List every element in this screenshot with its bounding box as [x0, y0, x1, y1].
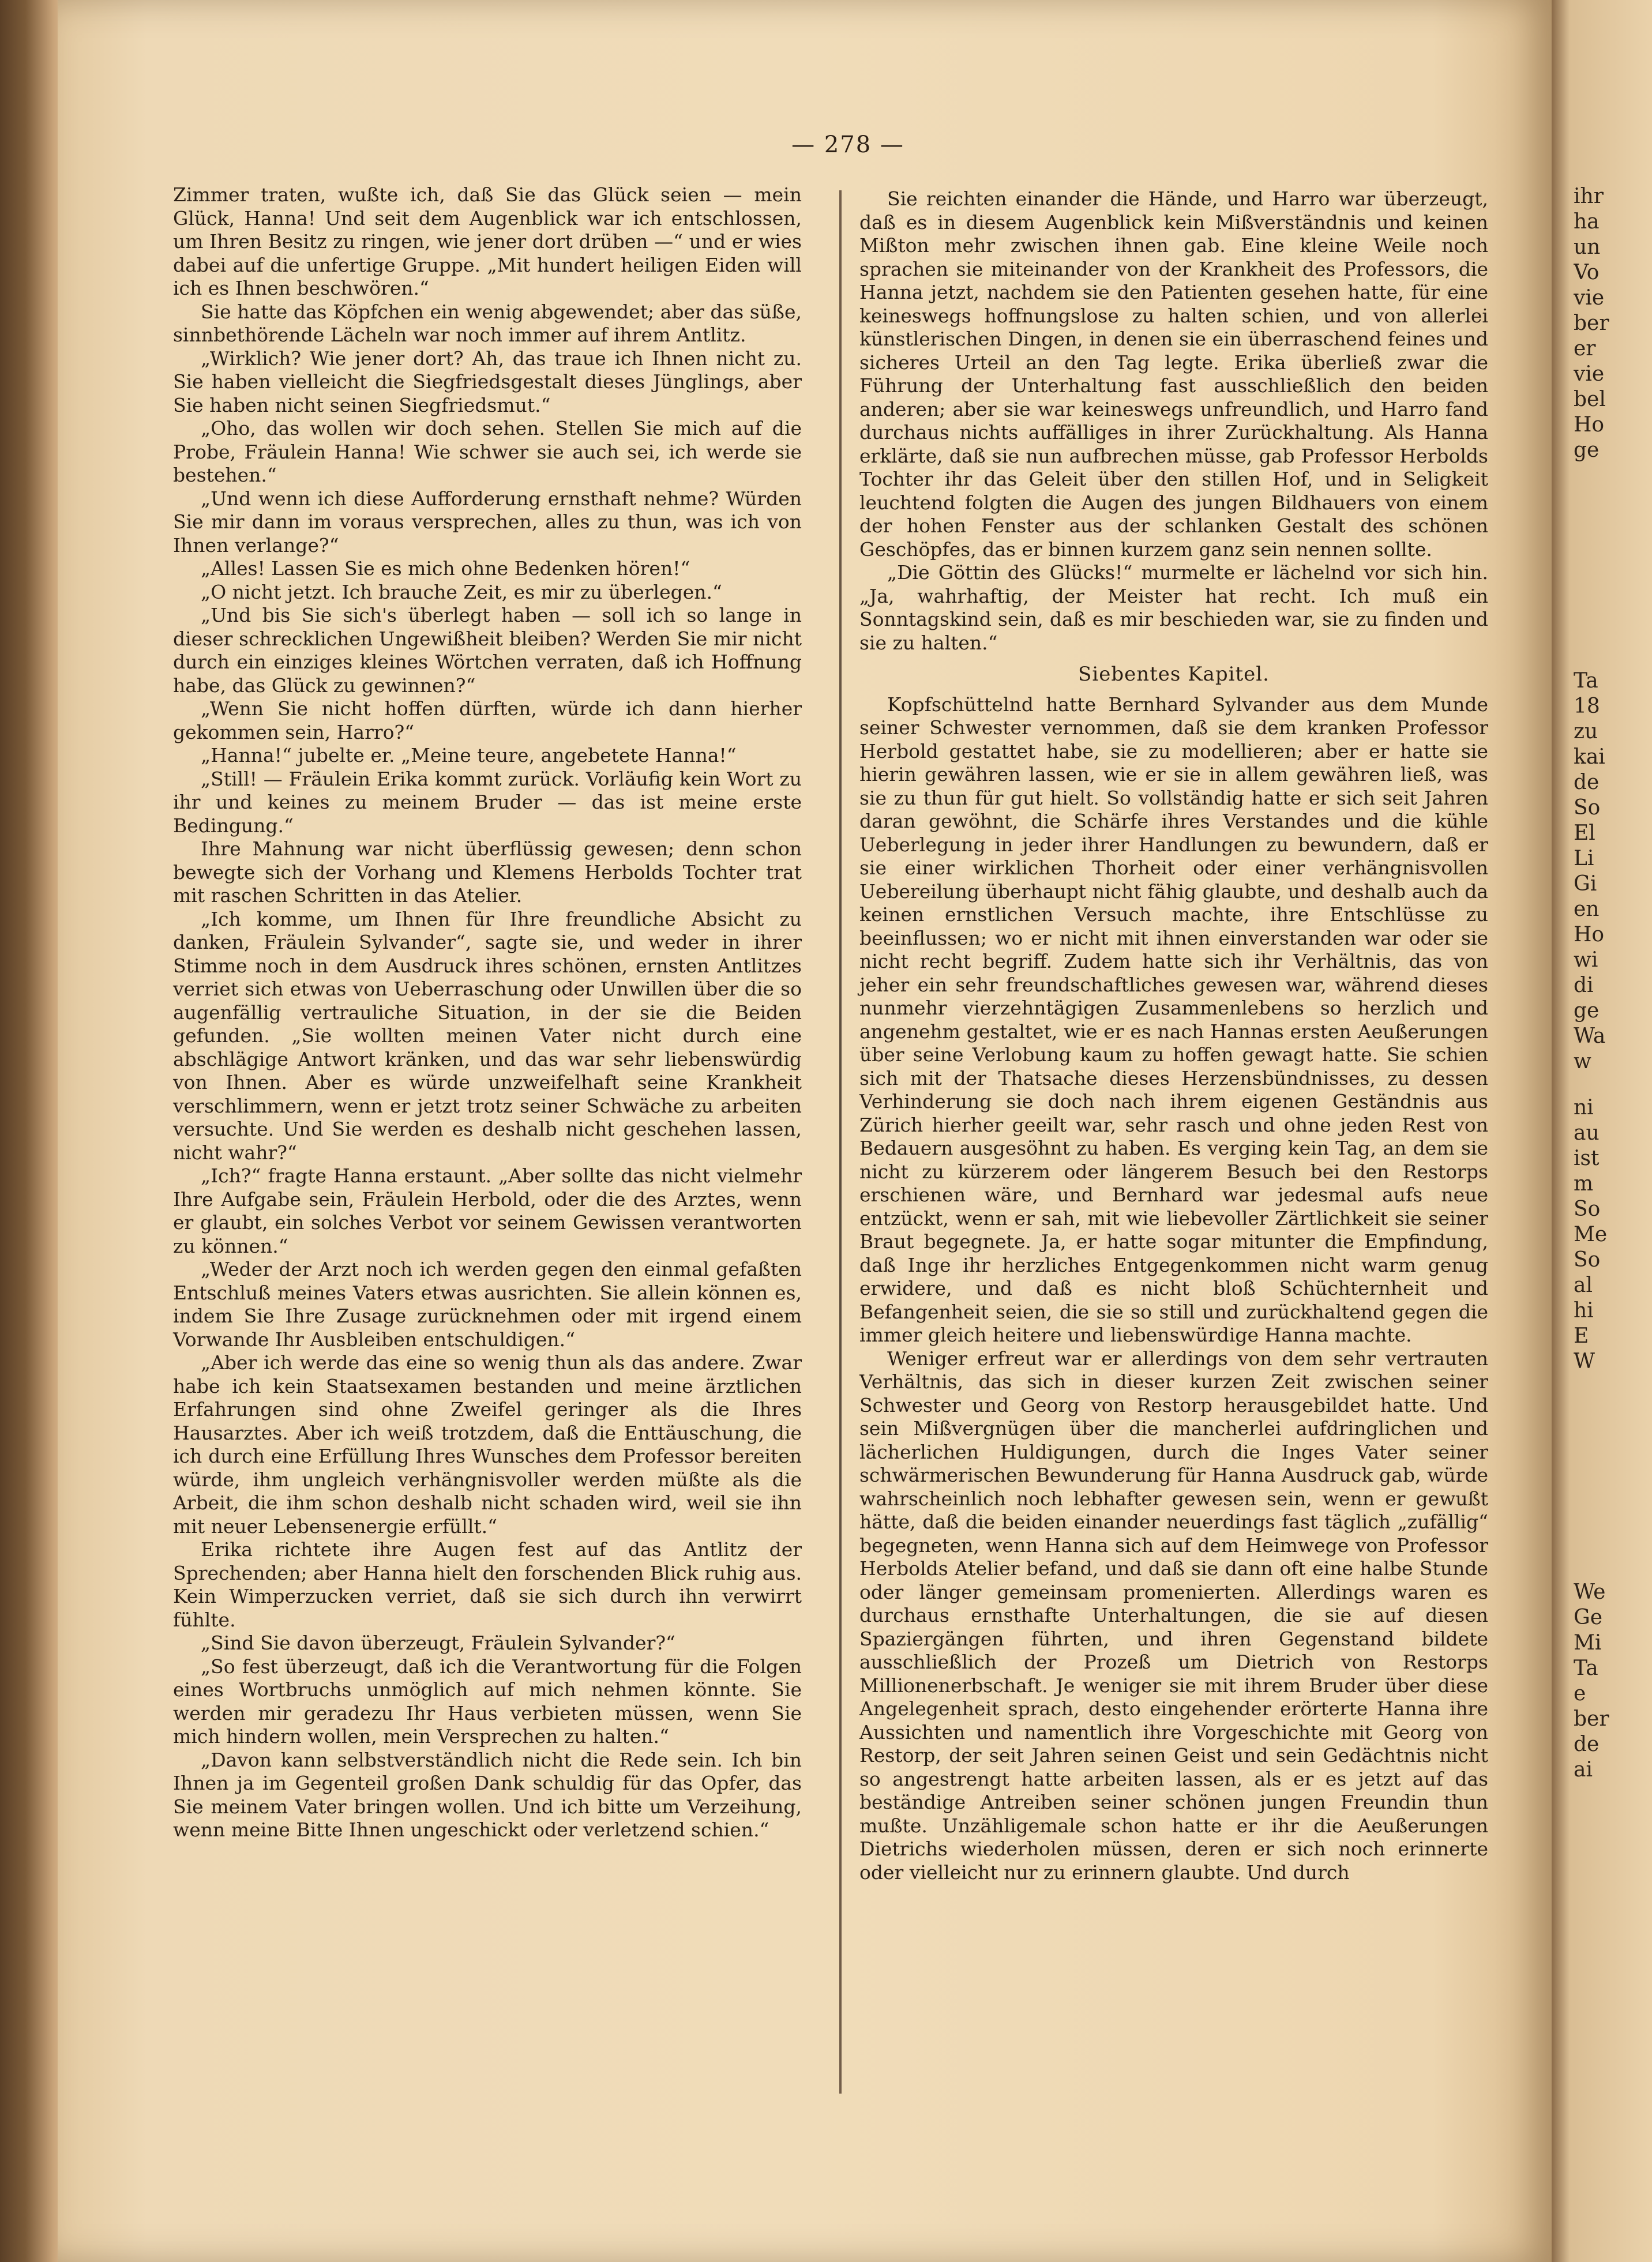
- paragraph: „O nicht jetzt. Ich brauche Zeit, es mir zu überlegen.“: [201, 580, 722, 603]
- paragraph: „Still! — Fräulein Erika kommt zurück. Vorläufig kein Wort zu ihr und keines zu meinem Bruder — das ist meine erste Bedingung.“: [173, 767, 802, 837]
- paragraph: „Ich?“ fragte Hanna erstaunt. „Aber sollte das nicht vielmehr Ihre Aufgabe sein, Fräulein Herbold, oder die des Arztes, wenn er glaubt, ein solches Verbot vor seinem Gewissen verantworten zu können.“: [173, 1164, 802, 1257]
- facing-page-fragment: ni: [1574, 1096, 1594, 1119]
- facing-page-fragment: ist: [1574, 1147, 1600, 1170]
- facing-page-fragment: Ge: [1574, 1606, 1603, 1629]
- paragraph: „Hanna!“ jubelte er. „Meine teure, angebetete Hanna!“: [201, 744, 737, 766]
- paragraph: Zimmer traten, wußte ich, daß Sie das Glück seien — mein Glück, Hanna! Und seit dem Augenblick war ich entschlossen, um Ihren Besitz zu ringen, wie jener dort drüben —“ und er wies dabei auf die unfertige Gruppe. „Mit hundert heiligen Eiden will ich es Ihnen beschwören.“: [173, 183, 802, 299]
- paragraph: Sie hatte das Köpfchen ein wenig abgewendet; aber das süße, sinnbethörende Lächeln war noch immer auf ihrem Antlitz.: [173, 300, 802, 346]
- facing-page-fragment: Ta: [1574, 1656, 1598, 1680]
- facing-page-fragment: zu: [1574, 720, 1598, 743]
- facing-page-fragment: un: [1574, 235, 1601, 259]
- facing-page-fragment: ge: [1574, 438, 1600, 462]
- column-divider: [839, 190, 842, 2094]
- book-spine: [0, 0, 63, 2262]
- facing-page-fragment: Vo: [1574, 261, 1600, 284]
- facing-page-fragment: vie: [1574, 286, 1605, 310]
- facing-page-fragment: er: [1574, 337, 1596, 360]
- facing-page-fragment: de: [1574, 1733, 1600, 1756]
- facing-page-fragment: ber: [1574, 1707, 1609, 1731]
- facing-page-fragment: E: [1574, 1324, 1589, 1348]
- facing-page-fragment: So: [1574, 1248, 1601, 1272]
- facing-page-fragment: au: [1574, 1121, 1600, 1145]
- paragraph: „Sind Sie davon überzeugt, Fräulein Sylvander?“: [201, 1632, 675, 1654]
- facing-page-fragment: kai: [1574, 745, 1605, 769]
- facing-page-fragment: ge: [1574, 999, 1600, 1023]
- facing-page-fragment: ber: [1574, 311, 1609, 335]
- facing-page-fragment: Ho: [1574, 923, 1605, 946]
- right-column-section-1: [859, 187, 1488, 655]
- facing-page-fragment: ha: [1574, 210, 1600, 234]
- facing-page-edge: [1552, 0, 1652, 2262]
- paragraph: „Oho, das wollen wir doch sehen. Stellen Sie mich auf die Probe, Fräulein Hanna! Wie schwer sie auch sei, ich werde sie bestehen.“: [173, 417, 802, 486]
- facing-page-fragment: ai: [1574, 1758, 1593, 1782]
- paragraph: „Alles! Lassen Sie es mich ohne Bedenken hören!“: [201, 557, 690, 580]
- facing-page-fragment: bel: [1574, 388, 1606, 411]
- paragraph: „Und bis Sie sich's überlegt haben — soll ich so lange in dieser schrecklichen Ungewißheit bleiben? Werden Sie mir nicht durch ein einziges kleines Wörtchen verraten, daß ich Hoffnung habe, das Glück zu gewinnen?“: [173, 604, 802, 697]
- facing-page-fragment: W: [1574, 1350, 1595, 1373]
- facing-page-fragment: en: [1574, 897, 1600, 921]
- facing-page-fragment: Ta: [1574, 669, 1598, 693]
- facing-page-fragment: Me: [1574, 1223, 1608, 1246]
- left-text-column: [173, 183, 802, 1842]
- facing-page-fragment: hi: [1574, 1299, 1594, 1322]
- page-number: — 278 —: [791, 131, 904, 158]
- facing-page-fragment: al: [1574, 1273, 1593, 1297]
- facing-page-fragment: di: [1574, 974, 1594, 997]
- right-text-column: [859, 187, 1488, 1884]
- facing-page-fragment: Mi: [1574, 1631, 1602, 1655]
- facing-page-fragment: El: [1574, 821, 1595, 845]
- paragraph: „So fest überzeugt, daß ich die Verantwortung für die Folgen eines Wortbruchs unmöglich auf mich nehmen könnte. Sie werden mir geradezu Ihr Haus verbieten müssen, wenn Sie mich hindern wollen, mein Versprechen zu halten.“: [173, 1655, 802, 1748]
- facing-page-fragment: Gi: [1574, 872, 1597, 896]
- paragraph: „Weder der Arzt noch ich werden gegen den einmal gefaßten Entschluß meines Vaters etwas ausrichten. Sie allein können es, indem Sie Ihre Zusage zurücknehmen oder mit irgend einem Vorwande Ihr Ausbleiben entschuldigen.“: [173, 1258, 802, 1351]
- paragraph: „Wirklich? Wie jener dort? Ah, das traue ich Ihnen nicht zu. Sie haben vielleicht die Siegfriedsgestalt dieses Jünglings, aber Sie haben nicht seinen Siegfriedsmut.“: [173, 347, 802, 416]
- paragraph: Ihre Mahnung war nicht überflüssig gewesen; denn schon bewegte sich der Vorhang und Klemens Herbolds Tochter trat mit raschen Schritten in das Atelier.: [173, 837, 802, 907]
- facing-page-fragment: So: [1574, 1197, 1601, 1221]
- paragraph: Sie reichten einander die Hände, und Harro war überzeugt, daß es in diesem Augenblick kein Mißverständnis und keinen Mißton mehr zwischen ihnen gab. Eine kleine Weile noch sprachen sie miteinander von der Krankheit des Professors, die Hanna jetzt, nachdem sie den Patienten gesehen hatte, für eine keineswegs hoffnungslose zu halten schien, und von allerlei künstlerischen Dingen, in denen sie ein überraschend feines und sicheres Urteil an den Tag legte. Erika überließ zwar die Führung der Unterhaltung fast ausschließlich den beiden anderen; aber sie war keineswegs unfreundlich, und Harro fand durchaus nichts auffälliges in ihrer Zurückhaltung. Als Hanna erklärte, daß sie nun aufbrechen müsse, gab Professor Herbolds Tochter ihr das Geleit über den stillen Hof, und in Seligkeit leuchtend folgten die Augen des jungen Bildhauers von einem der hohen Fenster aus der schlanken Gestalt des schönen Geschöpfes, das er binnen kurzem ganz sein nennen sollte.: [859, 187, 1488, 561]
- paragraph: „Davon kann selbstverständlich nicht die Rede sein. Ich bin Ihnen ja im Gegenteil großen Dank schuldig für das Opfer, das Sie meinem Vater bringen wollen. Und ich bitte um Verzeihung, wenn meine Bitte Ihnen ungeschickt oder verletzend schien.“: [173, 1748, 802, 1841]
- right-column-section-2: [859, 693, 1488, 1885]
- facing-page-fragment: Ho: [1574, 413, 1605, 437]
- facing-page-fragment: ihr: [1574, 185, 1604, 208]
- paragraph: „Aber ich werde das eine so wenig thun als das andere. Zwar habe ich kein Staatsexamen bestanden und meine ärztlichen Erfahrungen sind ohne Zweifel geringer als die Ihres Hausarztes. Aber ich weiß trotzdem, daß die Enttäuschung, die ich durch eine Erfüllung Ihres Wunsches dem Professor bereiten würde, ihm ungleich verhängnisvoller werden müßte als die Arbeit, die ihm schon deshalb nicht schaden wird, weil sie ihn mit neuer Lebensenergie erfüllt.“: [173, 1351, 802, 1538]
- paragraph: Weniger erfreut war er allerdings von dem sehr vertrauten Verhältnis, das sich in dieser kurzen Zeit zwischen seiner Schwester und Georg von Restorp herausgebildet hatte. Und sein Mißvergnügen über die mancherlei aufdringlichen und lächerlichen Huldigungen, durch die Inges Vater seiner schwärmerischen Bewunderung für Hanna Ausdruck gab, würde wahrscheinlich noch lebhafter gewesen sein, wenn er gewußt hätte, daß die beiden einander neuerdings fast täglich „zufällig“ begegneten, wenn Hanna sich auf dem Heimwege von Professor Herbolds Atelier befand, und daß sie dann oft eine halbe Stunde oder länger gemeinsam promenierten. Allerdings waren es durchaus ernsthafte Unterhaltungen, die sie auf diesen Spaziergängen führten, und ihren Gegenstand bildete ausschließlich der Prozeß um Dietrich von Restorps Millionenerbschaft. Je weniger sie mit ihrem Bruder über diese Angelegenheit sprach, desto eingehender erörterte Hanna ihre Aussichten und namentlich ihre Vorgeschichte mit Georg von Restorp, der seit Jahren seinen Geist und sein Gedächtnis nicht so angestrengt hatte arbeiten lassen, als er es jetzt auf das beständige Antreiben seiner schönen jungen Freundin thun mußte. Unzähligemale schon hatte er ihr die Aeußerungen Dietrichs wiederholen müssen, deren er sich noch erinnerte oder vielleicht nur zu erinnern glaubte. Und durch: [859, 1347, 1488, 1884]
- facing-page-fragment: m: [1574, 1172, 1594, 1196]
- paragraph: „Die Göttin des Glücks!“ murmelte er lächelnd vor sich hin. „Ja, wahrhaftig, der Meister hat recht. Ich muß ein Sonntagskind sein, daß es mir beschieden war, sie zu finden und sie zu halten.“: [859, 561, 1488, 654]
- facing-page-fragment: de: [1574, 771, 1600, 794]
- paragraph: Erika richtete ihre Augen fest auf das Antlitz der Sprechenden; aber Hanna hielt den forschenden Blick ruhig aus. Kein Wimperzucken verriet, daß sie sich durch ihn verwirrt fühlte.: [173, 1538, 802, 1631]
- facing-page-fragment: vie: [1574, 362, 1605, 386]
- facing-page-fragment: e: [1574, 1682, 1586, 1705]
- paragraph: Kopfschüttelnd hatte Bernhard Sylvander aus dem Munde seiner Schwester vernommen, daß sie dem kranken Professor Herbold gestattet habe, sie zu modellieren; aber er hatte sie hierin gewähren lassen, wie er sie in allem gewähren ließ, was sie zu thun für gut hielt. So vollständig hatte er sich seit Jahren daran gewöhnt, die Schärfe ihres Verstandes und die kühle Ueberlegung in jeder ihrer Handlungen zu bewundern, daß er sie einer wirklichen Thorheit oder einer verhängnisvollen Uebereilung überhaupt nicht fähig glaubte, und deshalb auch da keinen ernstlichen Versuch machte, ihre Entschlüsse zu beeinflussen; wo er nicht mit ihnen einverstanden war oder sie nicht recht begriff. Zudem hatte sich ihr Verhältnis, das von jeher ein sehr freundschaftliches gewesen war, während dieses nunmehr vierzehntägigen Zusammenlebens so herzlich und angenehm gestaltet, wie er es nach Hannas ersten Aeußerungen über seine Verlobung kaum zu hoffen gewagt hatte. Sie schien sich mit der Thatsache dieses Herzensbündnisses, zu dessen Verhinderung sie doch nach ihrem eigenen Geständnis aus Zürich hierher geeilt war, sehr rasch und ohne jeden Rest von Bedauern ausgesöhnt zu haben. Es verging kein Tag, an dem sie nicht zu kürzerem oder längerem Besuch bei den Restorps erschienen wäre, und Bernhard war jedesmal aufs neue entzückt, wenn er sah, mit wie liebevoller Zärtlichkeit sie seiner Braut begegnete. Ja, er hatte sogar mitunter die Empfindung, daß Inge ihr herzliches Entgegenkommen nicht warm genug erwidere, und daß es nicht bloß Schüchternheit und Befangenheit seien, die sie so still und zurückhaltend gegen die immer gleich heitere und liebenswürdige Hanna machte.: [859, 693, 1488, 1346]
- paragraph: „Und wenn ich diese Aufforderung ernsthaft nehme? Würden Sie mir dann im voraus versprechen, alles zu thun, was ich von Ihnen verlange?“: [173, 487, 802, 557]
- facing-page-fragment: 18: [1574, 694, 1600, 718]
- paragraph: „Wenn Sie nicht hoffen dürften, würde ich dann hierher gekommen sein, Harro?“: [173, 697, 802, 743]
- facing-page-fragment: Wa: [1574, 1024, 1606, 1048]
- facing-page-fragment: w: [1574, 1050, 1591, 1073]
- paragraph: „Ich komme, um Ihnen für Ihre freundliche Absicht zu danken, Fräulein Sylvander“, sagte sie, und weder in ihrer Stimme noch in dem Ausdruck ihres schönen, ernsten Antlitzes verriet sich etwas von Ueberraschung oder Unwillen über die so augenfällig vertrauliche Situation, in der sie die Beiden gefunden. „Sie wollten meinen Vater nicht durch eine abschlägige Antwort kränken, und das war sehr liebenswürdig von Ihnen. Aber es würde unzweifelhaft seine Krankheit verschlimmern, wenn er jetzt trotz seiner Schwäche zu arbeiten versuchte. Und Sie werden es deshalb nicht geschehen lassen, nicht wahr?“: [173, 907, 802, 1164]
- chapter-heading: Siebentes Kapitel.: [1078, 663, 1270, 686]
- facing-page-fragment: Li: [1574, 847, 1594, 870]
- facing-page-fragment: wi: [1574, 948, 1598, 972]
- facing-page-fragment: We: [1574, 1580, 1606, 1604]
- facing-page-fragment: So: [1574, 796, 1601, 820]
